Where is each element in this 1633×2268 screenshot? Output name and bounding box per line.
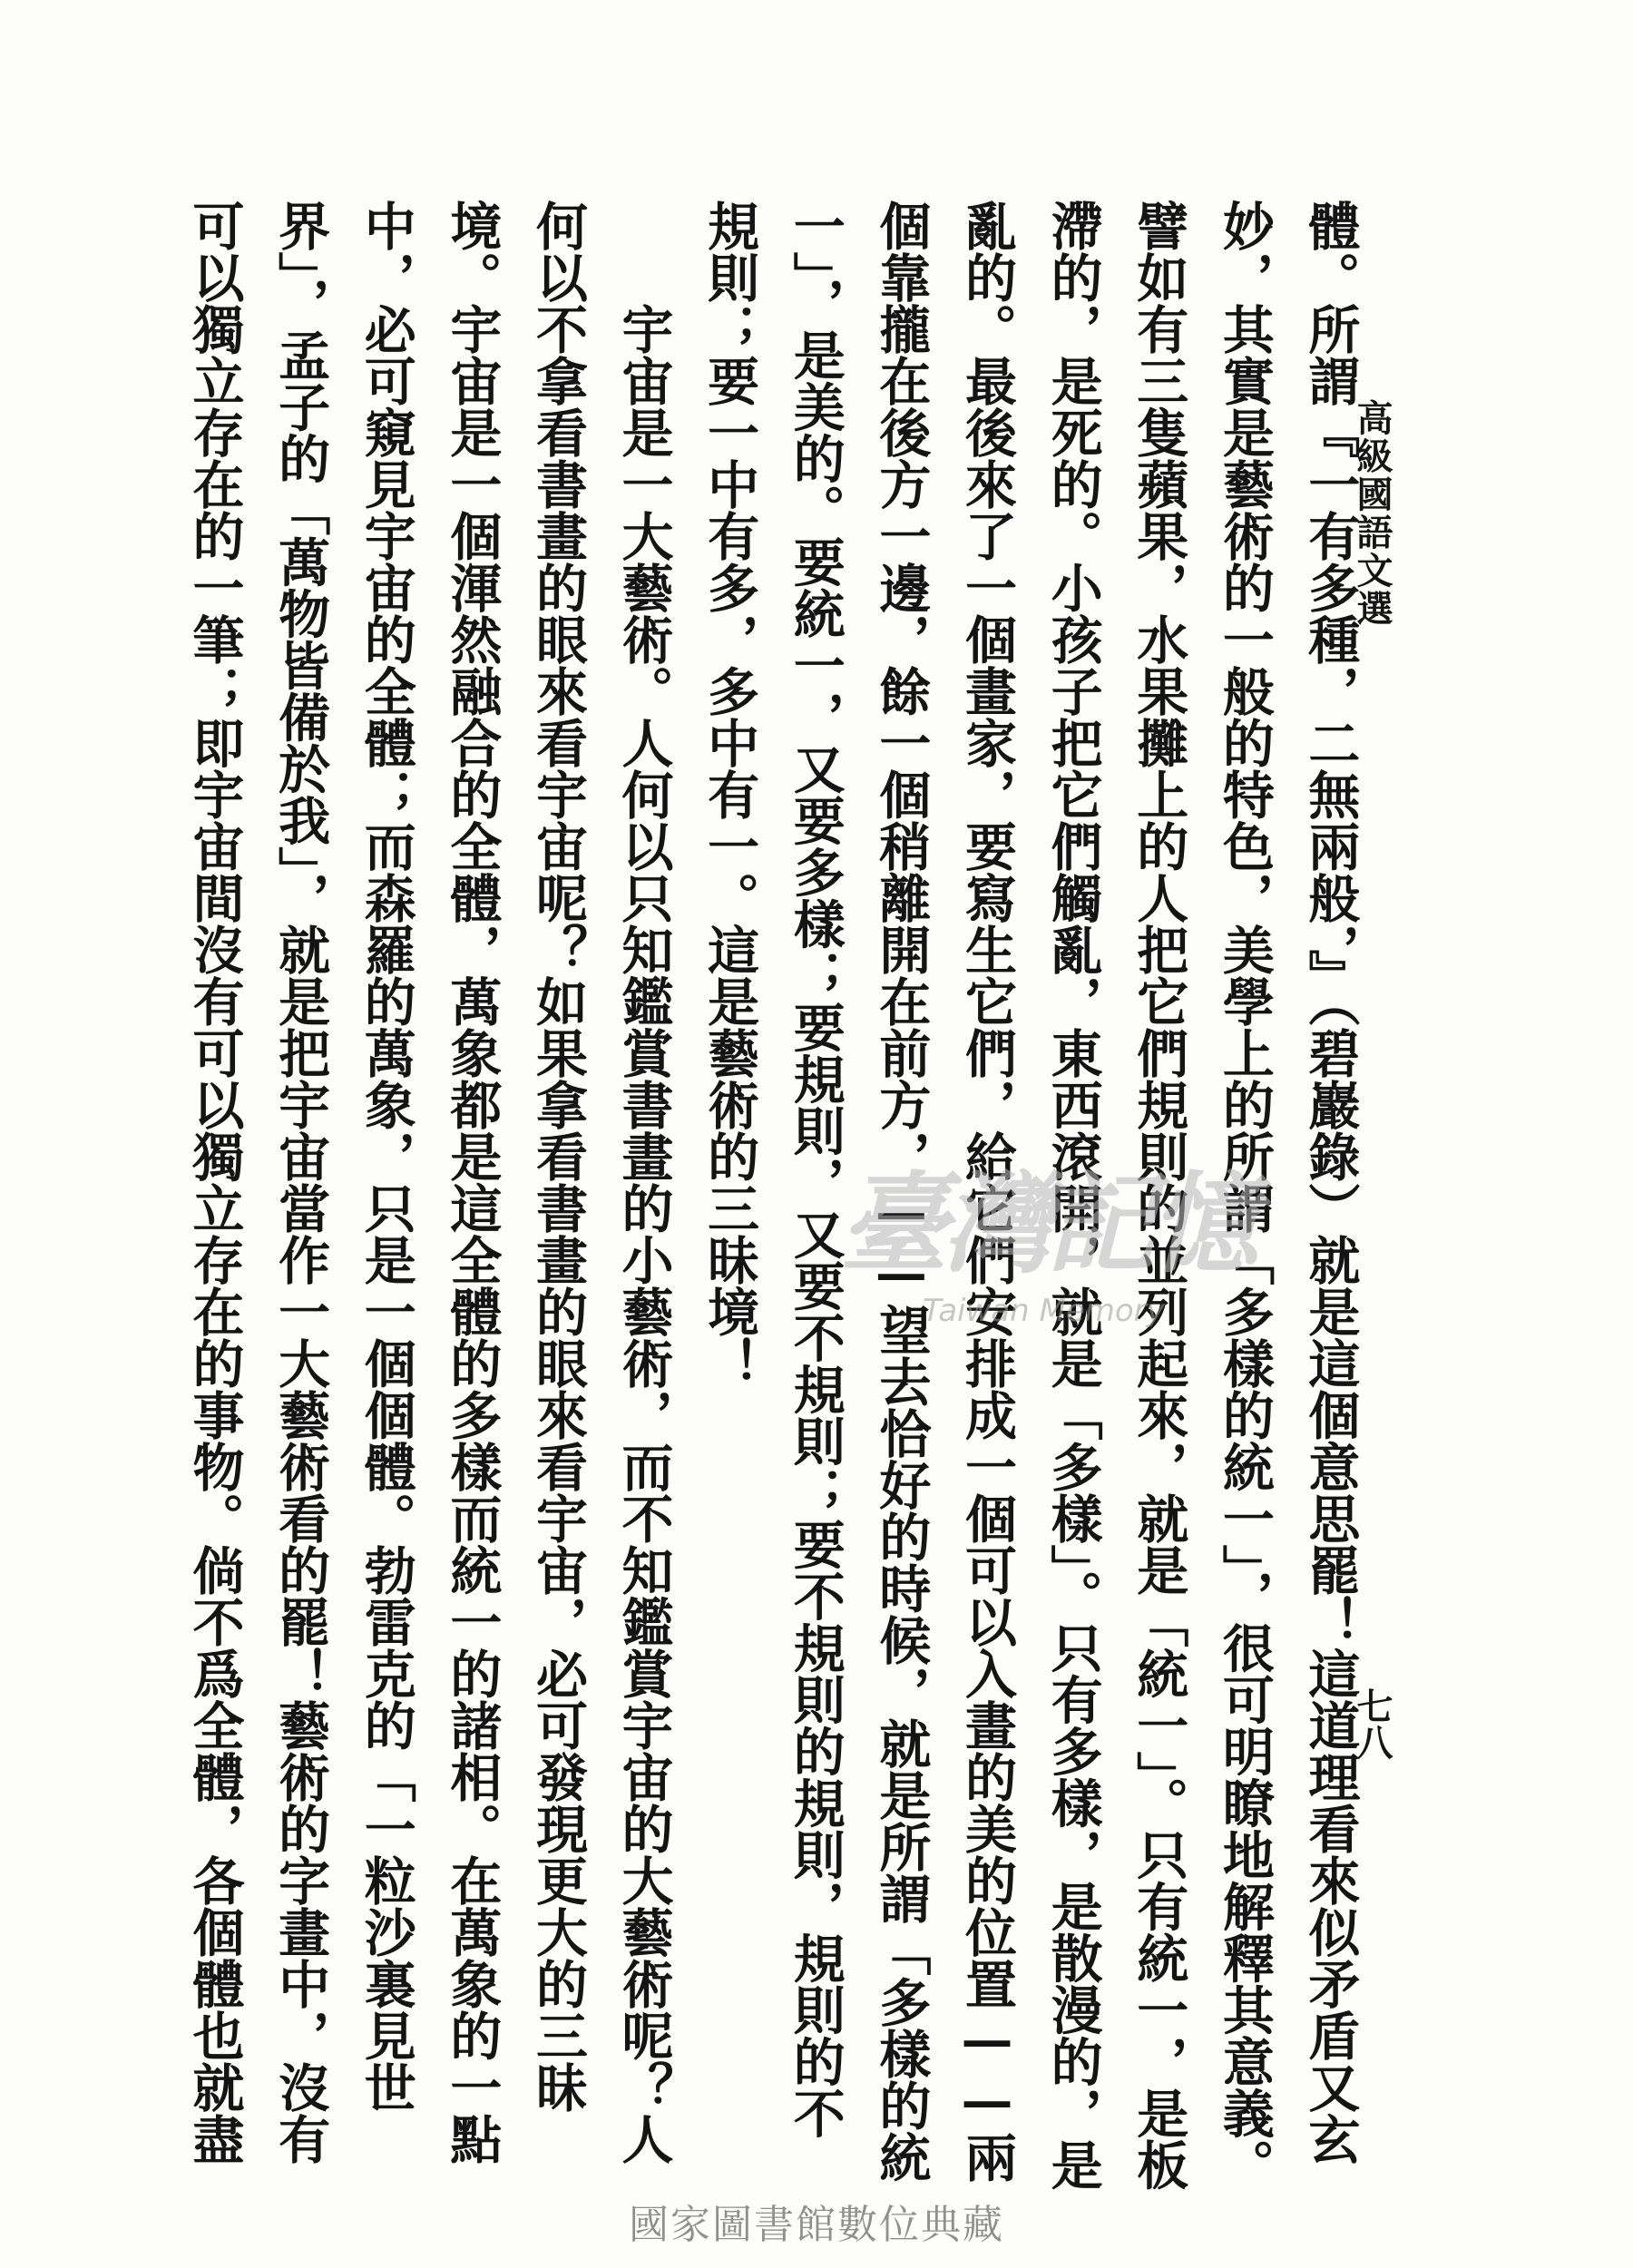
watermark-latin-text: Taiwan Memory: [923, 1293, 1165, 1329]
text-column: 可以獨立存在的一筆；即宇宙間沒有可以獨立存在的事物。倘不爲全體，各個體也就盡: [184, 200, 245, 2165]
footer-credit: 國家圖書館數位典藏: [629, 2202, 1004, 2248]
text-column: 宇宙是一大藝術。人何以只知鑑賞書畫的小藝術，而不知鑑賞宇宙的大藝術呢？人: [613, 303, 675, 2165]
text-column: 一」，是美的。要統一，又要多樣；要規則，又要不規則；要不規則的規則，規則的不: [785, 200, 846, 2139]
text-column: 滯的，是死的。小孩子把它們觸亂，東西滾開，就是「多樣」。只有多樣，是散漫的，是: [1042, 200, 1104, 2191]
text-column: 亂的。最後來了一個畫家，要寫生它們，給它們安排成一個可以入畫的美的位置——兩: [956, 200, 1018, 2183]
page-number: 七八: [1351, 1687, 1393, 1760]
body-text: [184, 200, 1361, 2191]
text-column: 規則；要一中有多，多中有一。這是藝術的三昧境！: [699, 200, 760, 1389]
text-column: 譬如有三隻蘋果，水果攤上的人把它們規則的並列起來，就是「統一」。只有統一，是板: [1128, 200, 1189, 2191]
watermark-logo: [839, 1160, 1311, 1352]
text-column: 境。宇宙是一個渾然融合的全體，萬象都是這全體的多樣而統一的諸相。在萬象的一點: [441, 200, 503, 2165]
text-column: 界」，孟子的「萬物皆備於我」，就是把宇宙當作一大藝術看的罷！藝術的字畫中，沒有: [269, 200, 331, 2165]
running-title: 高級國語文選: [1351, 399, 1393, 628]
text-column: 體。所謂『一有多種，二無兩般，』（碧巖錄）就是這個意思罷！這道理看來似矛盾又玄: [1299, 200, 1361, 2165]
watermark-cjk-text: 臺灣記憶: [839, 1160, 1253, 1288]
text-column: 個靠攏在後方一邊，餘一個稍離開在前方，——望去恰好的時候，就是所謂「多樣的統: [870, 200, 932, 2183]
text-column: 中，必可窺見宇宙的全體；而森羅的萬象，只是一個個體。勃雷克的「一粒沙裏見世: [356, 200, 417, 2113]
text-column: 妙，其實是藝術的一般的特色，美學上的所謂「多樣的統一」，很可明瞭地解釋其意義。: [1214, 200, 1276, 2191]
text-column: 何以不拿看書畫的眼來看宇宙呢？如果拿看書畫的眼來看宇宙，必可發現更大的三昧: [527, 200, 589, 2113]
